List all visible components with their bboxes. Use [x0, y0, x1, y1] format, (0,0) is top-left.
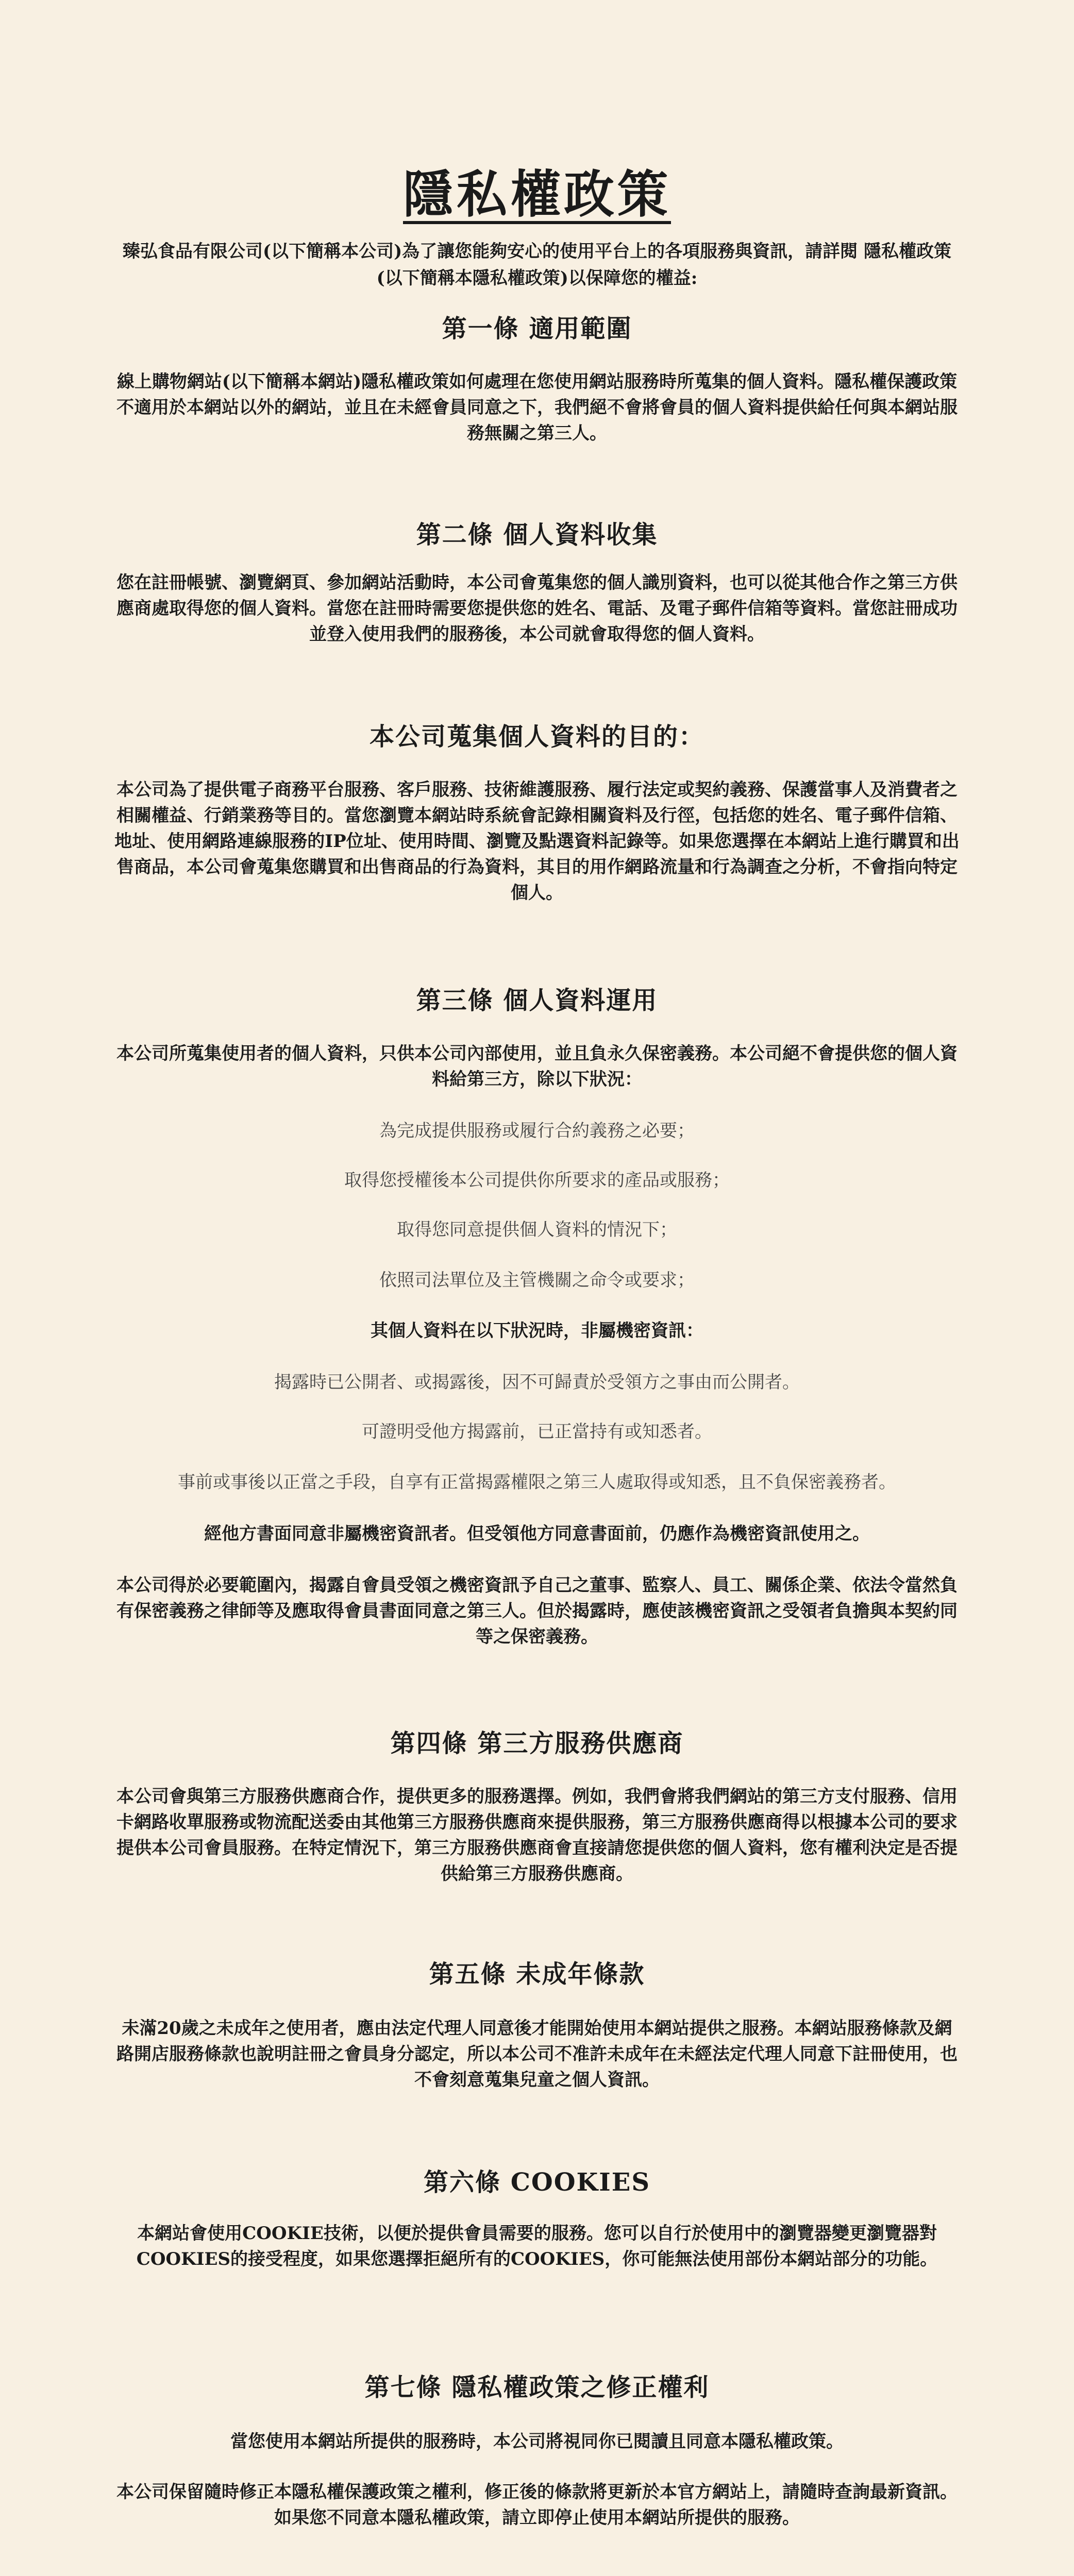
section-title-cookies: 第六條 COOKIES [424, 2168, 650, 2197]
non-confidential-item-public: 揭露時已公開者、或揭露後，因不可歸責於受領方之事由而公開者。 [274, 1372, 800, 1393]
section-title-scope: 第一條 適用範圍 [442, 314, 632, 343]
intro-text: 臻弘食品有限公司(以下簡稱本公司)為了讓您能夠安心的使用平台上的各項服務與資訊，請詳閱 隱私權政策(以下簡稱本隱私權政策)以保障您的權益: [122, 241, 951, 289]
section-purpose-paragraph: 本公司為了提供電子商務平台服務、客戶服務、技術維護服務、履行法定或契約義務、保護當事人及消費者之相關權益、行銷業務等目的。當您瀏覽本網站時系統會記錄相關資料及行徑，包括您的姓名、電子郵件信箱、地址、使用網路連線服務的IP位址、使用時間、瀏覽及點選資料記錄等。如果您選擇在本網站上進行購買和出售商品，本公司會蒐集您購買和出售商品的行為資料，其目的用作網路流量和行為調查之分析，不會指向特定個人。 [114, 779, 960, 903]
usage-item-judicial: 依照司法單位及主管機關之命令或要求； [379, 1270, 695, 1291]
section-title-usage: 第三條 個人資料運用 [416, 986, 658, 1015]
section-title-amendment: 第七條 隱私權政策之修正權利 [364, 2373, 710, 2402]
section-cookies-paragraph: 本網站會使用COOKIE技術，以便於提供會員需要的服務。您可以自行於使用中的瀏覽器變更瀏覽器對COOKIES的接受程度，如果您選擇拒絕所有的COOKIES，你可能無法使用部份本網站部分的功能。 [136, 2223, 938, 2269]
non-confidential-item-written: 經他方書面同意非屬機密資訊者。但受領他方同意書面前，仍應作為機密資訊使用之。 [204, 1523, 870, 1544]
section-amendment-paragraph-1: 當您使用本網站所提供的服務時，本公司將視同你已閱讀且同意本隱私權政策。 [230, 2431, 844, 2452]
section-title-collection: 第二條 個人資料收集 [416, 520, 658, 549]
section-title-minors: 第五條 未成年條款 [429, 1960, 645, 1989]
section-title-third-party: 第四條 第三方服務供應商 [390, 1729, 684, 1758]
non-confidential-heading: 其個人資料在以下狀況時，非屬機密資訊： [371, 1320, 703, 1341]
section-third-party-paragraph: 本公司會與第三方服務供應商合作，提供更多的服務選擇。例如，我們會將我們網站的第三方支付服務、信用卡網路收單服務或物流配送委由其他第三方服務供應商來提供服務，第三方服務供應商得以根據本公司的要求提供本公司會員服務。在特定情況下，第三方服務供應商會直接請您提供您的個人資料，您有權利決定是否提供給第三方服務供應商。 [116, 1786, 958, 1884]
usage-item-consent: 取得您同意提供個人資料的情況下； [397, 1219, 677, 1240]
section-scope-paragraph: 線上購物網站(以下簡稱本網站)隱私權政策如何處理在您使用網站服務時所蒐集的個人資料。隱私權保護政策不適用於本網站以外的網站，並且在未經會員同意之下，我們絕不會將會員的個人資料提供給任何與本網站服務無關之第三人。 [116, 371, 958, 444]
non-confidential-item-third-party: 事前或事後以正當之手段，自享有正當揭露權限之第三人處取得或知悉，且不負保密義務者。 [178, 1472, 896, 1493]
page-title: 隱私權政策 [402, 165, 671, 224]
section-title-purpose: 本公司蒐集個人資料的目的： [369, 722, 704, 751]
disclosure-paragraph: 本公司得於必要範圍內，揭露自會員受領之機密資訊予自己之董事、監察人、員工、關係企業、依法令當然負有保密義務之律師等及應取得會員書面同意之第三人。但於揭露時，應使該機密資訊之受領者負擔與本契約同等之保密義務。 [116, 1575, 958, 1647]
section-amendment-paragraph-2: 本公司保留隨時修正本隱私權保護政策之權利，修正後的條款將更新於本官方網站上，請隨時查詢最新資訊。如果您不同意本隱私權政策，請立即停止使用本網站所提供的服務。 [116, 2482, 958, 2528]
section-collection-paragraph: 您在註冊帳號、瀏覽網頁、參加網站活動時，本公司會蒐集您的個人識別資料，也可以從其他合作之第三方供應商處取得您的個人資料。當您在註冊時需要您提供您的姓名、電話、及電子郵件信箱等資料。當您註冊成功並登入使用我們的服務後，本公司就會取得您的個人資料。 [116, 572, 958, 645]
section-usage-paragraph: 本公司所蒐集使用者的個人資料，只供本公司內部使用，並且負永久保密義務。本公司絕不會提供您的個人資料給第三方，除以下狀況： [116, 1043, 958, 1090]
non-confidential-item-known: 可證明受他方揭露前，已正當持有或知悉者。 [362, 1421, 712, 1442]
usage-item-contract: 為完成提供服務或履行合約義務之必要； [379, 1121, 695, 1141]
usage-item-authorized: 取得您授權後本公司提供你所要求的產品或服務； [344, 1170, 730, 1191]
section-minors-paragraph: 未滿20歲之未成年之使用者，應由法定代理人同意後才能開始使用本網站提供之服務。本網站服務條款及網路開店服務條款也說明註冊之會員身分認定，所以本公司不准許未成年在未經法定代理人同意下註冊使用，也不會刻意蒐集兒童之個人資訊。 [116, 2018, 958, 2090]
